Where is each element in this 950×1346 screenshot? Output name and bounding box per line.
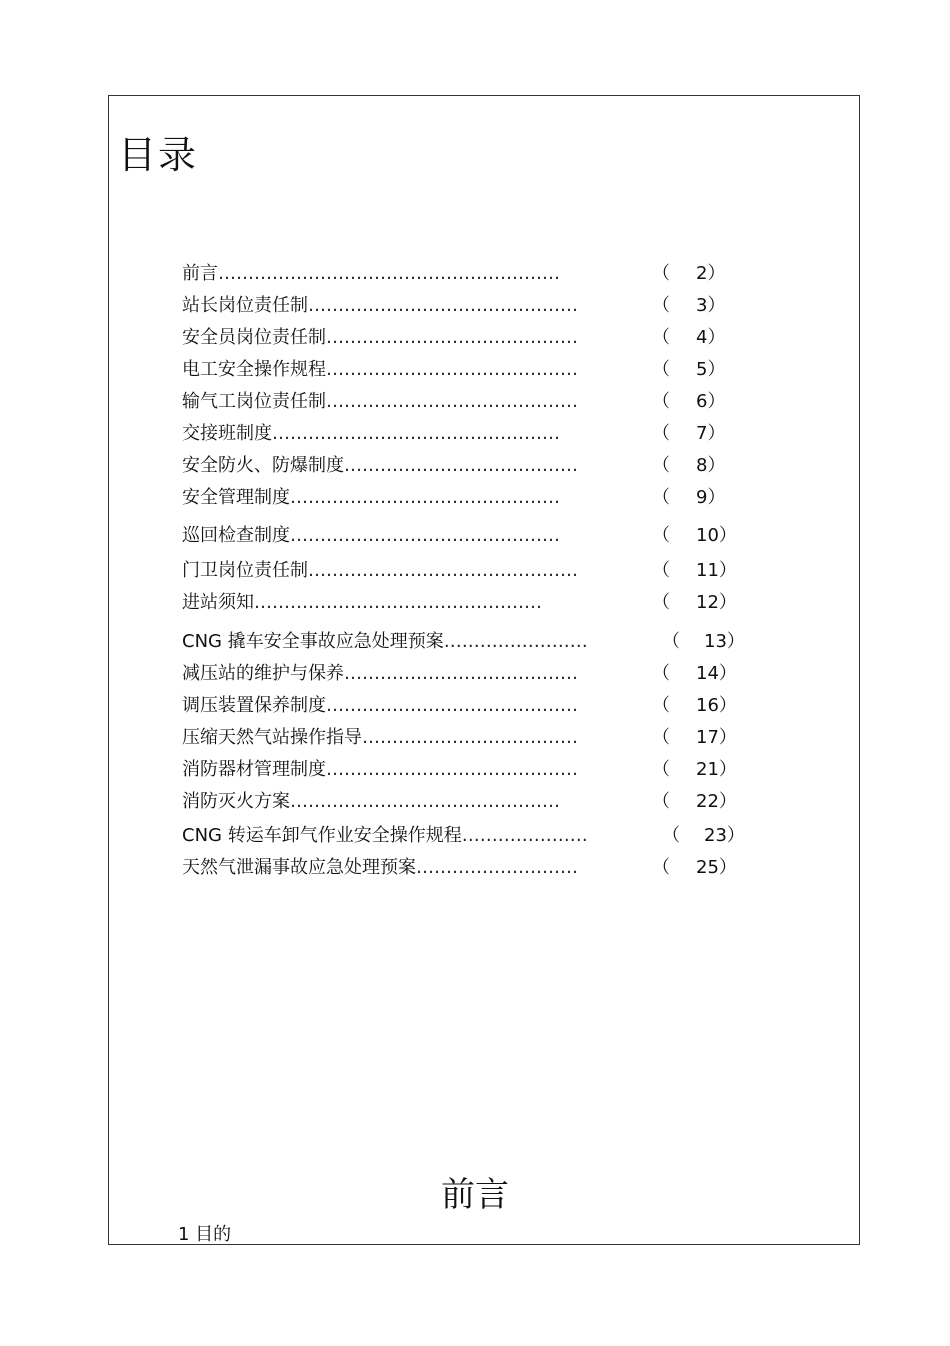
toc-leader-dots: …………………………………	[344, 455, 578, 476]
toc-leader-dots: ………………………………………	[290, 525, 560, 546]
toc-entry-label	[182, 486, 560, 510]
toc-leader-dots: …………………………………	[344, 663, 578, 684]
toc-entry-label	[182, 358, 578, 382]
toc-open-paren: （	[652, 727, 670, 748]
toc-entry-title: 电工安全操作规程	[182, 359, 326, 380]
toc-leader-dots: ……………………………………	[326, 327, 578, 348]
toc-entry-label	[182, 294, 578, 318]
toc-open-paren: （	[652, 857, 670, 878]
toc-entry-label	[182, 790, 560, 814]
toc-entry-label	[182, 454, 578, 478]
toc-leader-dots: ………………………………………	[308, 295, 578, 316]
toc-open-paren: （	[662, 825, 680, 846]
toc-entry-title: CNG 转运车卸气作业安全操作规程	[182, 825, 462, 846]
toc-entry-title: 安全员岗位责任制	[182, 327, 326, 348]
toc-page-number: 3）	[696, 295, 726, 316]
toc-entry-title: 巡回检查制度	[182, 525, 290, 546]
toc-entry-label	[182, 726, 578, 750]
toc-leader-dots: ………………………………	[362, 727, 578, 748]
toc-page-number: 11）	[696, 560, 737, 581]
toc-page-number: 21）	[696, 759, 737, 780]
toc-open-paren: （	[652, 327, 670, 348]
toc-entry-title: 门卫岗位责任制	[182, 560, 308, 581]
toc-page-number: 25）	[696, 857, 737, 878]
toc-open-paren: （	[652, 791, 670, 812]
toc-page-number: 6）	[696, 391, 726, 412]
toc-leader-dots: ……………………………………	[326, 391, 578, 412]
toc-leader-dots: ………………………………………	[308, 560, 578, 581]
toc-entry-title: 前言	[182, 263, 218, 284]
toc-page-number: 8）	[696, 455, 726, 476]
toc-open-paren: （	[652, 295, 670, 316]
toc-open-paren: （	[652, 592, 670, 613]
toc-entry-title: 站长岗位责任制	[182, 295, 308, 316]
toc-entry-title: 进站须知	[182, 592, 254, 613]
toc-open-paren: （	[652, 359, 670, 380]
toc-page-number: 22）	[696, 791, 737, 812]
sub-heading: 1 目的	[178, 1224, 232, 1245]
toc-entry-label	[182, 694, 578, 718]
toc-entry-label	[182, 758, 578, 782]
section-title: 前言	[441, 1175, 509, 1215]
toc-page-number: 12）	[696, 592, 737, 613]
toc-page-number: 5）	[696, 359, 726, 380]
toc-entry-label	[182, 591, 542, 615]
toc-entry-label	[182, 262, 560, 286]
toc-page-number: 4）	[696, 327, 726, 348]
toc-leader-dots: ………………………………………	[290, 487, 560, 508]
toc-open-paren: （	[662, 631, 680, 652]
toc-open-paren: （	[652, 423, 670, 444]
toc-entry-label	[182, 856, 578, 880]
toc-entry-title: 输气工岗位责任制	[182, 391, 326, 412]
toc-page-number: 7）	[696, 423, 726, 444]
toc-page-number: 9）	[696, 487, 726, 508]
toc-page-number: 23）	[704, 825, 745, 846]
toc-entry-title: 交接班制度	[182, 423, 272, 444]
toc-leader-dots: …………………………………………	[272, 423, 560, 444]
toc-entry-title: 减压站的维护与保养	[182, 663, 344, 684]
toc-entry-title: 消防器材管理制度	[182, 759, 326, 780]
toc-leader-dots: ……………………………………	[326, 759, 578, 780]
toc-leader-dots: …………………………………………………	[218, 263, 560, 284]
toc-open-paren: （	[652, 560, 670, 581]
toc-entry-title: CNG 撬车安全事故应急处理预案	[182, 631, 444, 652]
toc-entry-label	[182, 662, 578, 686]
toc-page-number: 14）	[696, 663, 737, 684]
toc-leader-dots: ………………………………………	[290, 791, 560, 812]
toc-entry-title: 消防灭火方案	[182, 791, 290, 812]
toc-open-paren: （	[652, 391, 670, 412]
toc-leader-dots: ……………………	[443, 631, 588, 652]
toc-entry-label	[182, 630, 588, 654]
toc-entry-title: 压缩天然气站操作指导	[182, 727, 362, 748]
toc-page-number: 16）	[696, 695, 737, 716]
toc-leader-dots: ………………………	[416, 857, 578, 878]
toc-entry-title: 安全管理制度	[182, 487, 290, 508]
toc-open-paren: （	[652, 663, 670, 684]
toc-entry-title: 安全防火、防爆制度	[182, 455, 344, 476]
toc-entry-title: 调压装置保养制度	[182, 695, 326, 716]
toc-page-number: 17）	[696, 727, 737, 748]
toc-leader-dots: ……………………………………	[326, 359, 578, 380]
toc-page-number: 10）	[696, 525, 737, 546]
toc-open-paren: （	[652, 525, 670, 546]
toc-open-paren: （	[652, 695, 670, 716]
toc-entry-label	[182, 524, 560, 548]
toc-title: 目录	[118, 133, 199, 177]
toc-entry-label	[182, 326, 578, 350]
toc-open-paren: （	[652, 487, 670, 508]
toc-leader-dots: ……………………………………	[326, 695, 578, 716]
toc-entry-label	[182, 559, 578, 583]
toc-entry-label	[182, 390, 578, 414]
toc-page-number: 13）	[704, 631, 745, 652]
toc-entry-title: 天然气泄漏事故应急处理预案	[182, 857, 416, 878]
toc-open-paren: （	[652, 263, 670, 284]
toc-leader-dots: …………………………………………	[254, 592, 542, 613]
toc-entry-label	[182, 824, 588, 848]
toc-page-number: 2）	[696, 263, 726, 284]
toc-open-paren: （	[652, 455, 670, 476]
toc-open-paren: （	[652, 759, 670, 780]
toc-entry-label	[182, 422, 560, 446]
toc-leader-dots: …………………	[461, 825, 588, 846]
